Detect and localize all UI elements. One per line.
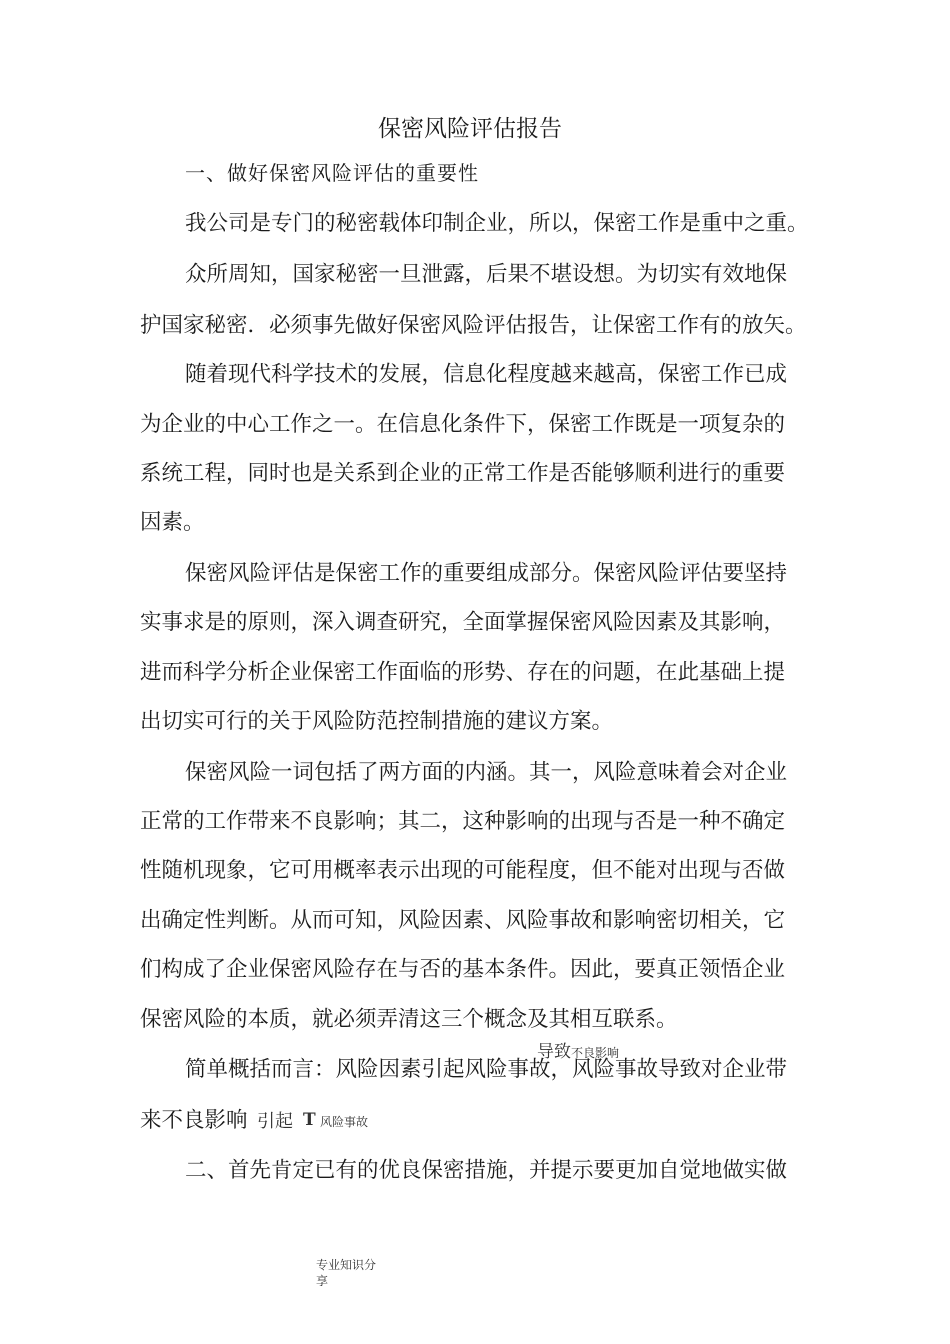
- paragraph-5-line-2: 正常的工作带来不良影响；其二，这种影响的出现与否是一种不确定: [140, 809, 786, 834]
- page-footer: [316, 1257, 376, 1289]
- flow-label-fengxian-shigu: 风险事故: [320, 1115, 369, 1129]
- paragraph-4-line-1: 保密风险评估是保密工作的重要组成部分。保密风险评估要坚持: [185, 561, 788, 586]
- paragraph-5-line-1: 保密风险一词包括了两方面的内涵。其一，风险意味着会对企业: [185, 760, 788, 785]
- paragraph-6-line-2: 来不良影响: [140, 1108, 248, 1133]
- footer-line-2: 享: [316, 1274, 329, 1289]
- paragraph-5-line-5: 们构成了企业保密风险存在与否的基本条件。因此，要真正领悟企业: [140, 957, 786, 982]
- flow-label-daozhi: [537, 1044, 619, 1061]
- paragraph-1-line: 我公司是专门的秘密载体印制企业，所以，保密工作是重中之重。: [185, 211, 809, 236]
- flow-label-daozhi-small: 不良影响: [571, 1046, 620, 1060]
- flow-arrow-glyph: T: [303, 1110, 316, 1130]
- paragraph-5-line-4: 出确定性判断。从而可知，风险因素、风险事故和影响密切相关，它: [140, 908, 786, 933]
- paragraph-2-line-2: 护国家秘密．必须事先做好保密风险评估报告，让保密工作有的放矢。: [140, 313, 807, 338]
- paragraph-3-line-1: 随着现代科学技术的发展，信息化程度越来越高，保密工作已成: [185, 362, 788, 387]
- flow-label-yinqi: 引起: [257, 1111, 293, 1132]
- paragraph-3-line-4: 因素。: [140, 510, 205, 535]
- paragraph-4-line-2: 实事求是的原则，深入调查研究，全面掌握保密风险因素及其影响，: [140, 610, 786, 635]
- document-title: 保密风险评估报告: [378, 116, 562, 142]
- section-heading-2: 二、首先肯定已有的优良保密措施，并提示要更加自觉地做实做: [185, 1158, 788, 1183]
- paragraph-4-line-3: 进而科学分析企业保密工作面临的形势、存在的问题，在此基础上提: [140, 660, 786, 685]
- section-heading-1: 一、做好保密风险评估的重要性: [185, 161, 479, 185]
- paragraph-3-line-2: 为企业的中心工作之一。在信息化条件下，保密工作既是一项复杂的: [140, 412, 786, 437]
- paragraph-5-line-6: 保密风险的本质，就必须弄清这三个概念及其相互联系。: [140, 1007, 678, 1032]
- paragraph-6-line-1: 简单概括而言：风险因素引起风险事故，风险事故导致对企业带: [185, 1057, 788, 1082]
- paragraph-4-line-4: 出切实可行的关于风险防范控制措施的建议方案。: [140, 709, 614, 734]
- paragraph-5-line-3: 性随机现象，它可用概率表示出现的可能程度，但不能对出现与否做: [140, 858, 786, 883]
- footer-line-1: 专业知识分: [316, 1258, 377, 1272]
- paragraph-2-line-1: 众所周知，国家秘密一旦泄露，后果不堪设想。为切实有效地保: [185, 262, 788, 287]
- flow-label-daozhi-big: 导致: [537, 1042, 571, 1062]
- paragraph-3-line-3: 系统工程，同时也是关系到企业的正常工作是否能够顺利进行的重要: [140, 461, 786, 486]
